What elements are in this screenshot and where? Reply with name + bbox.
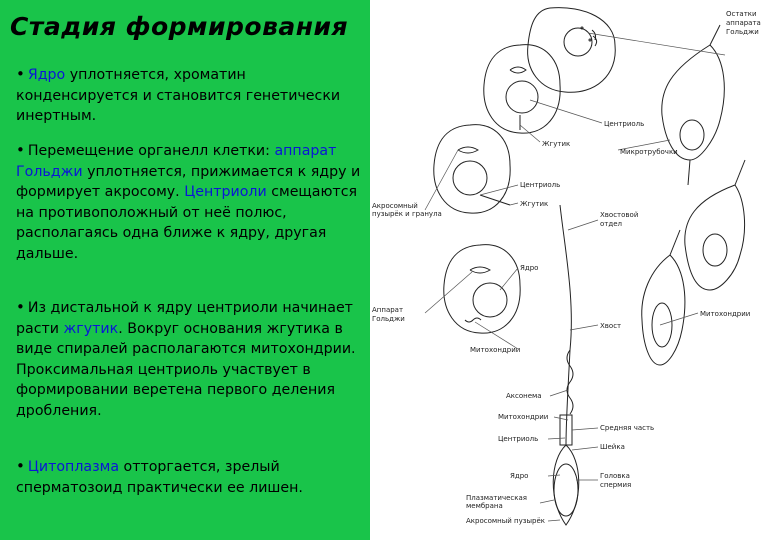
label-centriole-2: Центриоль <box>520 181 561 189</box>
label-golgi-apparatus-2: Гольджи <box>372 315 405 323</box>
label-head-1: Головка <box>600 472 630 480</box>
cell-stage-5 <box>662 25 725 185</box>
term-flagellum: жгутик <box>63 320 119 337</box>
label-nucleus-1: Ядро <box>520 264 539 272</box>
term-centrioles: Центриоли <box>184 184 267 200</box>
label-plasma-membrane-1: Плазматическая <box>466 494 527 502</box>
bullet-icon: • <box>16 141 25 159</box>
diagram-panel <box>370 0 780 540</box>
label-tail: Хвост <box>600 322 622 330</box>
cell-stage-3 <box>434 125 510 213</box>
label-nucleus-2: Ядро <box>510 472 529 480</box>
label-pointers <box>425 33 725 521</box>
term-golgi: аппарат Гольджи <box>16 143 337 180</box>
label-centriole-3: Центриоль <box>498 435 539 443</box>
label-golgi-apparatus-1: Аппарат <box>372 306 404 314</box>
spermiogenesis-diagram <box>370 0 780 540</box>
label-golgi-remnants-1: Остатки <box>726 10 757 18</box>
paragraph-flagellum <box>16 297 366 421</box>
cell-stage-2 <box>484 45 560 133</box>
paragraph-text: . Вокруг основания жгутика в виде спиралей располагаются митохондрии. Проксимальная центриоль участвует в формировании веретена первого деления дробления. <box>16 320 356 419</box>
diagram-labels <box>372 10 761 525</box>
bullet-icon: • <box>16 457 25 475</box>
paragraph-text: Из дистальной к ядру центриоли начинает расти <box>16 300 353 337</box>
label-mitochondria-1: Митохондрии <box>700 310 751 318</box>
paragraph-organelles <box>16 140 366 264</box>
cell-stage-7 <box>642 230 685 365</box>
bullet-icon: • <box>16 65 25 83</box>
mature-sperm <box>553 205 579 525</box>
cell-stage-1 <box>528 8 616 93</box>
paragraph-cytoplasm <box>16 456 366 498</box>
cell-stage-4 <box>444 245 520 333</box>
label-mitochondria-3: Митохондрии <box>498 413 549 421</box>
label-centriole-1: Центриоль <box>604 120 645 128</box>
label-microtubules: Микротрубочки <box>620 148 678 156</box>
paragraph-nucleus <box>16 64 366 127</box>
label-acrosomal-vesicle-2: пузырёк и гранула <box>372 210 442 218</box>
paragraph-text: уплотняется, прижимается к ядру и формирует акросому. <box>16 163 361 200</box>
label-connecting-piece-1: Хвостовой <box>600 211 639 219</box>
label-middle-piece: Средняя часть <box>600 424 655 432</box>
paragraph-text: отторгается, зрелый сперматозоид практически ее лишен. <box>16 459 303 496</box>
term-nucleus: Ядро <box>27 67 66 83</box>
label-flagellum-1: Жгутик <box>542 140 571 148</box>
paragraph-text: Перемещение органелл клетки: <box>27 143 275 159</box>
label-connecting-piece-2: отдел <box>600 220 622 228</box>
paragraph-text: смещаются на противоположный от неё полюс, располагаясь одна ближе к ядру, другая дальше. <box>16 184 358 262</box>
term-cytoplasm: Цитоплазма <box>27 459 120 475</box>
label-mitochondria-2: Митохондрии <box>470 346 521 354</box>
label-flagellum-2: Жгутик <box>520 200 549 208</box>
label-neck: Шейка <box>600 443 625 451</box>
label-golgi-remnants-3: Гольджи <box>726 28 759 36</box>
label-head-2: спермия <box>600 481 632 489</box>
label-acrosomal-cap: Акросомный пузырёк <box>466 517 545 525</box>
paragraph-text: уплотняется, хроматин конденсируется и становится генетически инертным. <box>16 67 341 124</box>
bullet-icon: • <box>16 298 25 316</box>
page-title: Стадия формирования <box>10 12 349 41</box>
label-axoneme: Аксонема <box>506 392 542 400</box>
label-plasma-membrane-2: мембрана <box>466 502 503 510</box>
label-golgi-remnants-2: аппарата <box>726 19 761 27</box>
label-acrosomal-vesicle-1: Акросомный <box>372 202 418 210</box>
text-panel <box>0 0 370 540</box>
cell-stage-6 <box>685 160 745 290</box>
